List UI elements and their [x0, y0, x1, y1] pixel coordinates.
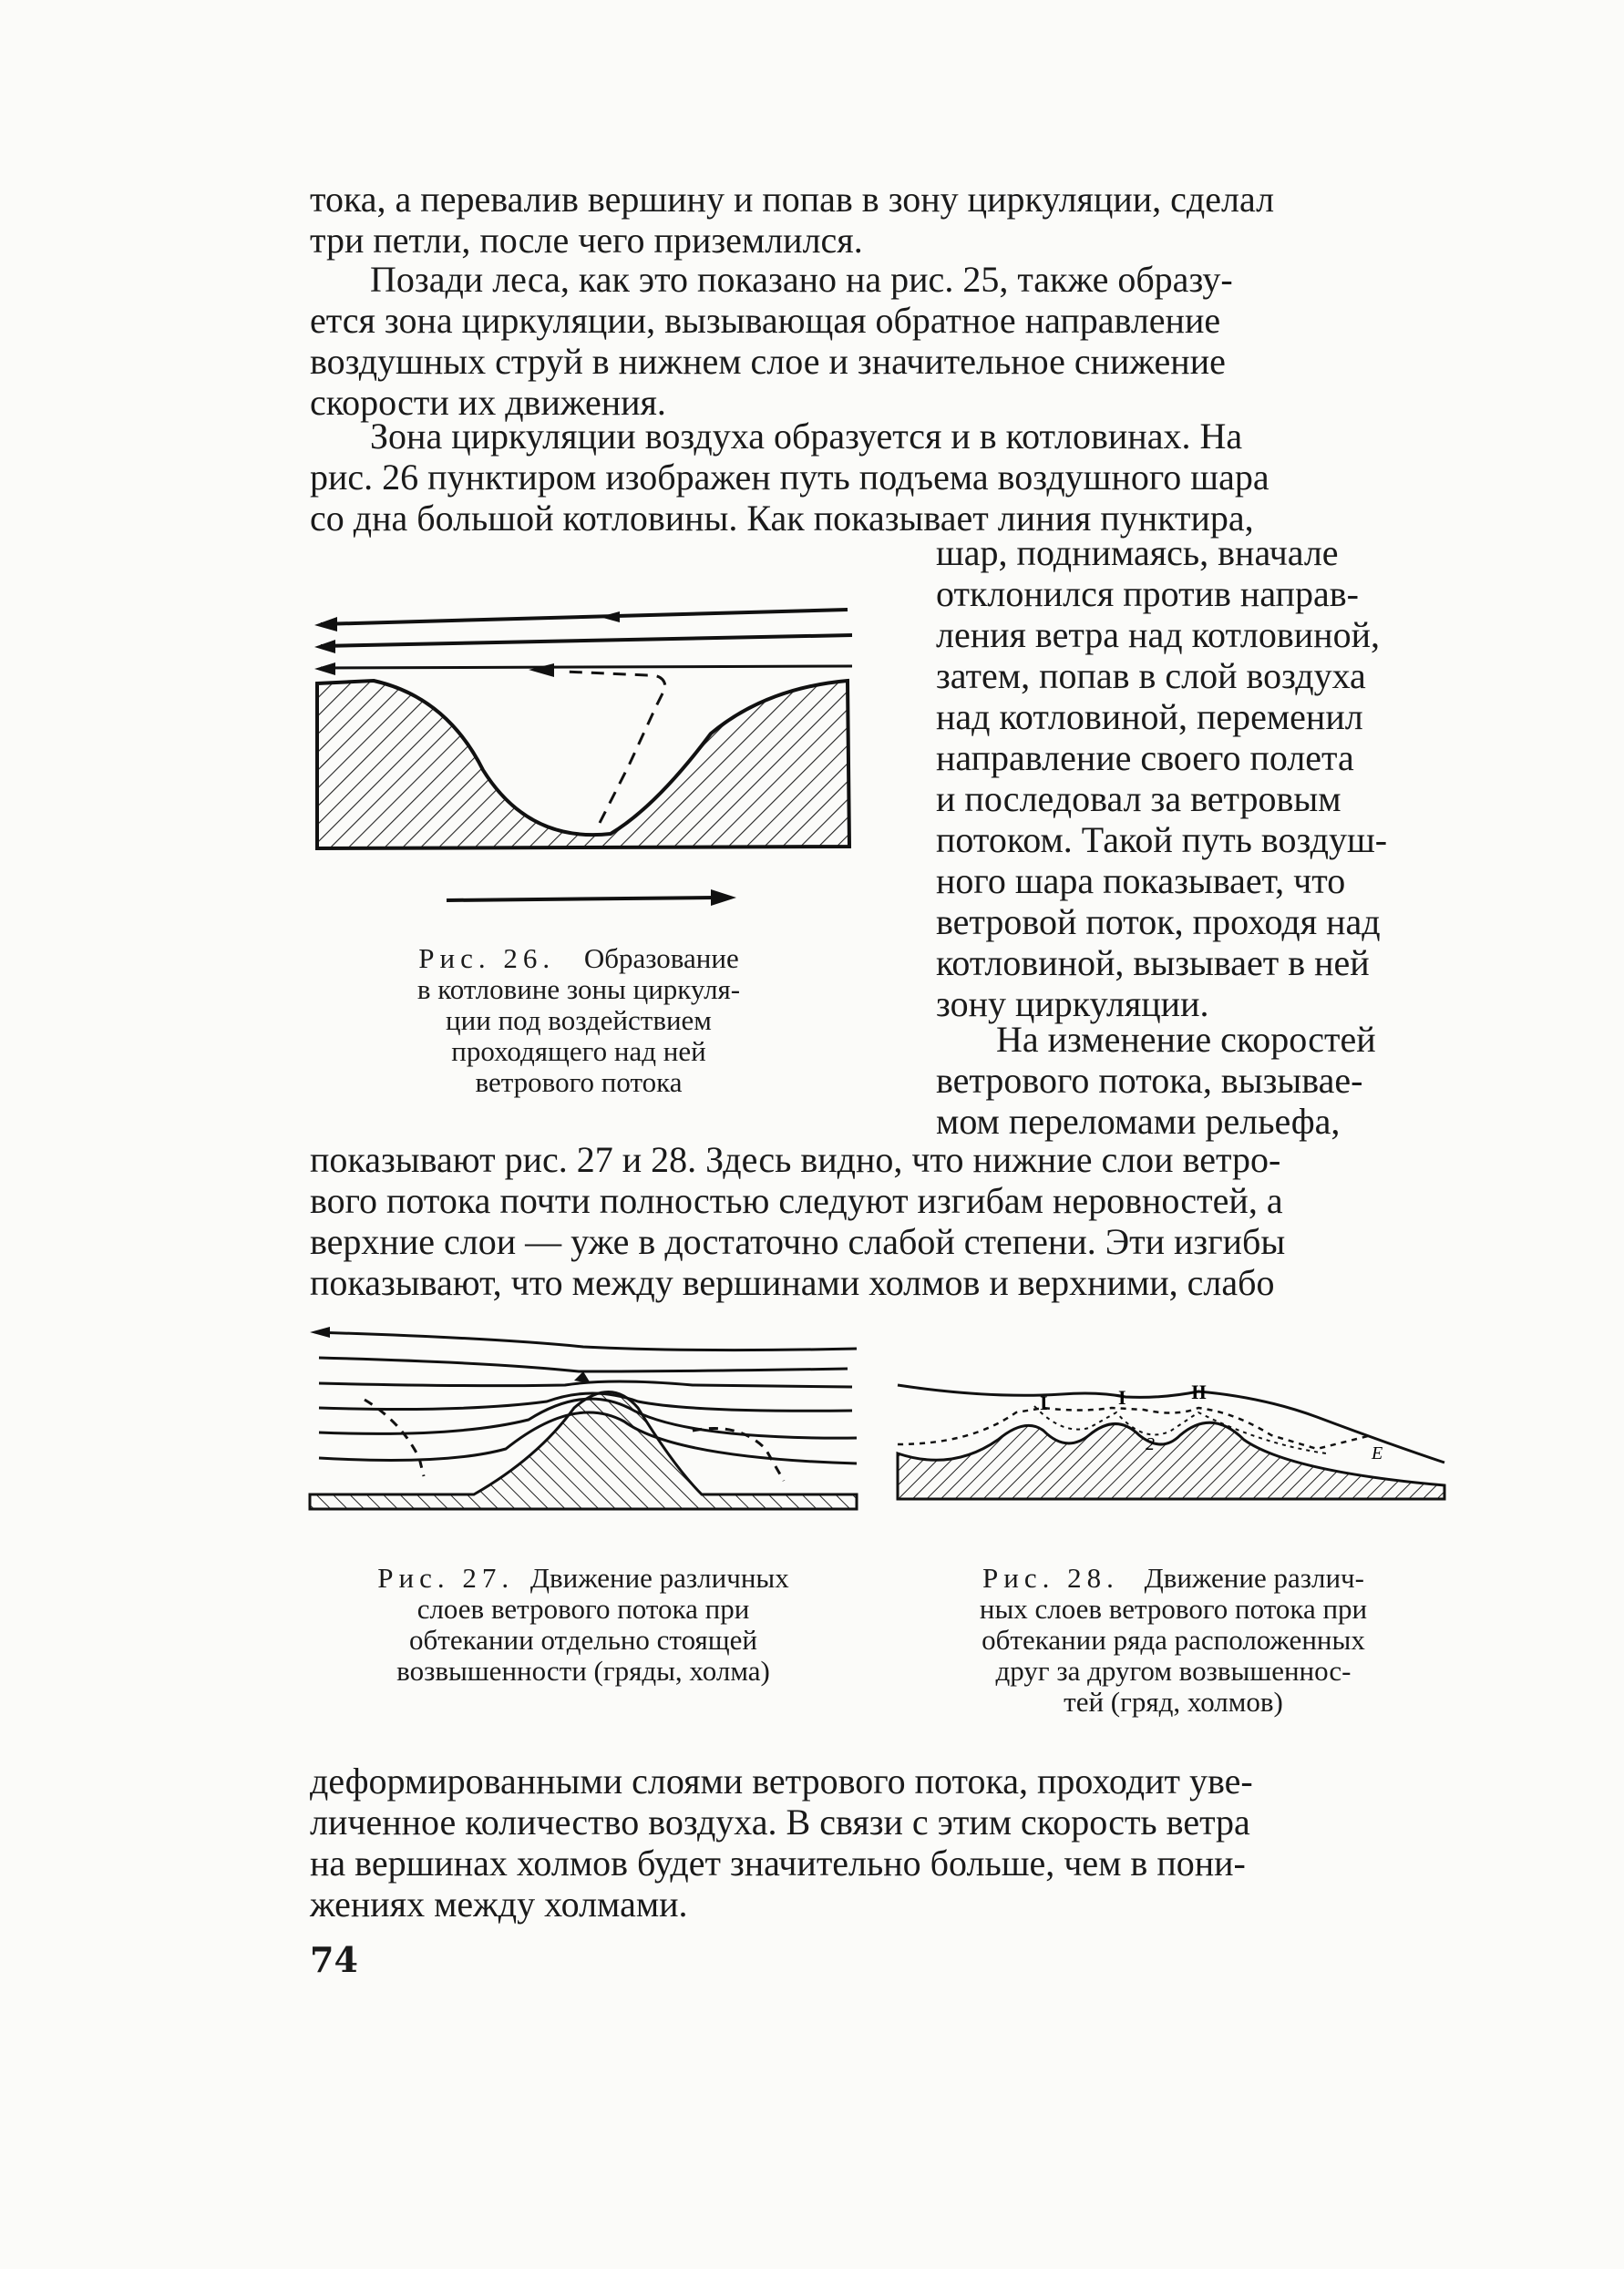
text-line: над котловиной, переменил — [936, 696, 1363, 737]
caption-line: Движение различных — [529, 1562, 789, 1594]
text-line: три петли, после чего приземлился. — [310, 220, 863, 261]
text-line: деформированными слоями ветрового потока, проходит уве- — [310, 1761, 1253, 1802]
caption-line: в котловине зоны циркуля- — [416, 973, 741, 1005]
figure-26-label: Рис. 26. — [418, 942, 556, 974]
caption-line: проходящего над ней — [451, 1035, 706, 1067]
text-line: воздушных струй в нижнем слое и значительное снижение — [310, 341, 1226, 382]
text-line: направление своего полета — [936, 737, 1354, 778]
text-line: показывают, что между вершинами холмов и верхними, слабо — [310, 1262, 1275, 1303]
figure-27-single-hill-diagram — [310, 1321, 861, 1513]
text-line: рис. 26 пунктиром изображен путь подъема воздушного шара — [310, 457, 1269, 498]
figure-28-marker: II — [1191, 1381, 1208, 1403]
caption-line: тей (гряд, холмов) — [1064, 1686, 1283, 1718]
text-line: Зона циркуляции воздуха образуется и в котловинах. На — [370, 416, 1243, 457]
figure-28-marker: I — [1040, 1391, 1048, 1414]
text-line: жениях между холмами. — [310, 1884, 688, 1925]
text-line: показывают рис. 27 и 28. Здесь видно, что нижние слои ветро- — [310, 1139, 1281, 1180]
figure-28-marker: E — [1372, 1443, 1383, 1463]
figure-28-label: Рис. 28. — [982, 1562, 1119, 1594]
text-line: зону циркуляции. — [936, 983, 1209, 1024]
caption-line: слоев ветрового потока при — [416, 1593, 750, 1625]
paragraph-conclusion — [310, 1761, 1460, 1925]
text-line: отклонился против направ- — [936, 573, 1359, 614]
text-line: потоком. Такой путь воздуш- — [936, 819, 1388, 860]
text-line: со дна большой котловины. Как показывает линия пунктира, — [310, 498, 1254, 539]
figure-28-caption — [889, 1563, 1458, 1718]
text-line: мом переломами рельефа, — [936, 1101, 1341, 1142]
paragraph-continuation — [310, 179, 1460, 261]
figure-28-multiple-hills-diagram — [898, 1371, 1454, 1508]
caption-line: обтекании отдельно стоящей — [409, 1624, 757, 1656]
caption-line: друг за другом возвышеннос- — [995, 1655, 1352, 1687]
figure-28-marker: I — [1118, 1386, 1126, 1409]
figure-26-caption — [324, 943, 834, 1098]
caption-line: обтекании ряда расположенных — [982, 1624, 1365, 1656]
figure-28-marker: 2 — [1146, 1434, 1155, 1454]
caption-line: Образование — [583, 942, 739, 974]
figure-27-caption — [301, 1563, 866, 1687]
figure-26-basin-diagram — [310, 597, 875, 925]
text-line: Позади леса, как это показано на рис. 25, также образу- — [370, 259, 1233, 300]
text-line: ного шара показывает, что — [936, 860, 1346, 901]
paragraph-speed — [310, 1139, 1460, 1303]
text-line: шар, поднимаясь, вначале — [936, 532, 1339, 573]
text-line: и последовал за ветровым — [936, 778, 1341, 819]
caption-line: возвышенности (гряды, холма) — [396, 1655, 770, 1687]
text-line: тока, а перевалив вершину и попав в зону циркуляции, сделал — [310, 179, 1275, 220]
text-line: котловиной, вызывает в ней — [936, 942, 1370, 983]
text-line: ется зона циркуляции, вызывающая обратное направление — [310, 300, 1221, 341]
text-line: на вершинах холмов будет значительно больше, чем в пони- — [310, 1843, 1246, 1884]
text-line: ветровой поток, проходя над — [936, 901, 1381, 942]
text-line: затем, попав в слой воздуха — [936, 655, 1366, 696]
paragraph-basin — [310, 416, 1460, 539]
paragraph-right-column — [936, 532, 1460, 1024]
text-line: вого потока почти полностью следуют изгибам неровностей, а — [310, 1180, 1283, 1221]
text-line: ления ветра над котловиной, — [936, 614, 1380, 655]
caption-line: ции под воздействием — [446, 1004, 712, 1036]
figure-27-label: Рис. 27. — [377, 1562, 515, 1594]
page-number: 74 — [310, 1939, 358, 1980]
text-line: скорости их движения. — [310, 382, 666, 423]
paragraph-speed-intro — [936, 1019, 1460, 1142]
caption-line: ветрового потока — [475, 1066, 683, 1098]
text-line: ветрового потока, вызывае- — [936, 1060, 1363, 1101]
text-line: верхние слои — уже в достаточно слабой степени. Эти изгибы — [310, 1221, 1286, 1262]
caption-line: Движение различ- — [1144, 1562, 1364, 1594]
text-line: На изменение скоростей — [996, 1019, 1376, 1060]
paragraph-forest — [310, 259, 1460, 423]
text-line: личенное количество воздуха. В связи с этим скорость ветра — [310, 1802, 1250, 1843]
caption-line: ных слоев ветрового потока при — [979, 1593, 1368, 1625]
